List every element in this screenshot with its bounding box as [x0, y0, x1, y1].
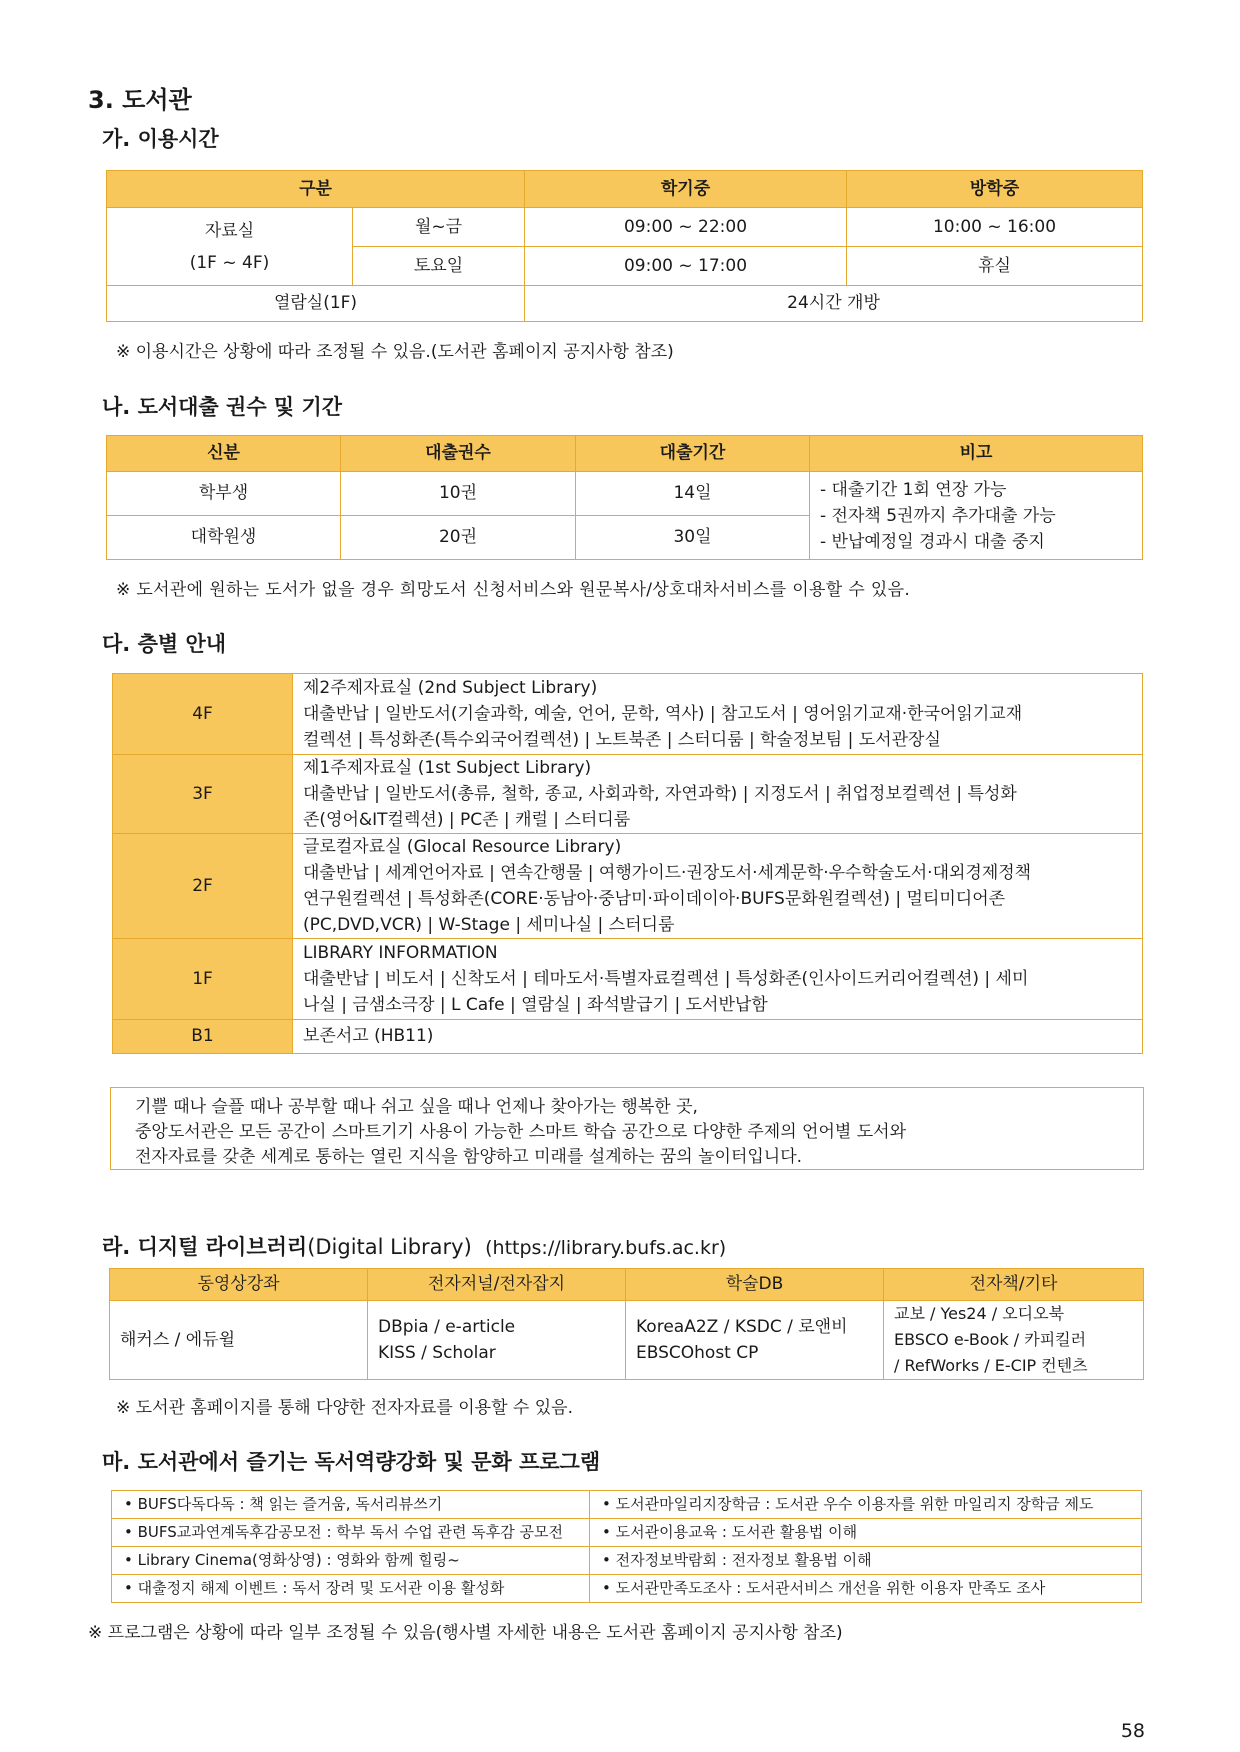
floors-table [112, 673, 1143, 1054]
loan-table [106, 435, 1143, 560]
saturday-label: 토요일 [353, 247, 525, 286]
digital-title-row [102, 1231, 726, 1261]
digital-video-services: 해커스 / 에듀윌 [110, 1301, 368, 1380]
hours-header-semester: 학기중 [525, 171, 847, 208]
digital-ebooks-line-2: EBSCO e-Book / 카피킬러 [894, 1330, 1087, 1349]
digital-journals-line-2: KISS / Scholar [378, 1343, 496, 1363]
hours-header-category: 구분 [107, 171, 525, 208]
loan-header-count: 대출권수 [341, 436, 576, 472]
floor-label-4f: 4F [113, 674, 293, 755]
digital-title-en: (Digital Library) [307, 1235, 472, 1259]
loan-period-grad: 30일 [576, 516, 810, 560]
floor-label-b1: B1 [113, 1020, 293, 1054]
floor-label-2f: 2F [113, 834, 293, 939]
floor-2f-line-2: 대출반납 | 세계언어자료 | 연속간행물 | 여행가이드·권장도서·세계문학·우수학술도서·대외경제정책 [303, 863, 1032, 883]
programs-note: ※ 프로그램은 상황에 따라 일부 조정될 수 있음(행사별 자세한 내용은 도서관 홈페이지 공지사항 참조) [88, 1623, 843, 1643]
floor-desc-b1 [293, 1020, 1143, 1054]
digital-db [626, 1301, 884, 1380]
floor-4f-line-1: 제2주제자료실 (2nd Subject Library) [303, 678, 598, 698]
floor-label-1f: 1F [113, 939, 293, 1020]
study-room-hours: 24시간 개방 [525, 286, 1143, 322]
digital-header-db: 학술DB [626, 1269, 884, 1301]
programs-table [111, 1490, 1142, 1603]
digital-header-video: 동영상강좌 [110, 1269, 368, 1301]
saturday-semester-hours: 09:00 ~ 17:00 [525, 247, 847, 286]
digital-header-journals: 전자저널/전자잡지 [368, 1269, 626, 1301]
loan-header-remarks: 비고 [810, 436, 1143, 472]
program-item: • 도서관마일리지장학금 : 도서관 우수 이용자를 위한 마일리지 장학금 제도 [590, 1491, 1142, 1519]
intro-line-2: 중앙도서관은 모든 공간이 스마트기기 사용이 가능한 스마트 학습 공간으로 다양한 주제의 언어별 도서와 [135, 1122, 906, 1142]
loan-count-grad: 20권 [341, 516, 576, 560]
floor-2f-line-4: (PC,DVD,VCR) | W-Stage | 세미나실 | 스터디룸 [303, 915, 675, 935]
intro-box [110, 1087, 1144, 1170]
reading-room-cell [107, 208, 353, 286]
floor-3f-line-3: 존(영어&IT컬렉션) | PC존 | 캐럴 | 스터디룸 [303, 810, 631, 830]
floor-b1-line-1: 보존서고 (HB11) [303, 1026, 434, 1047]
saturday-vacation-hours: 휴실 [847, 247, 1143, 286]
digital-title: 라. 디지털 라이브러리 [102, 1235, 308, 1259]
program-item: • 전자정보박람회 : 전자정보 활용법 이해 [590, 1547, 1142, 1575]
intro-line-1: 기쁠 때나 슬플 때나 공부할 때나 쉬고 싶을 때나 언제나 찾아가는 행복한 곳, [135, 1097, 698, 1117]
digital-ebooks-line-3: / RefWorks / E-CIP 컨텐츠 [894, 1356, 1088, 1375]
loan-note: ※ 도서관에 원하는 도서가 없을 경우 희망도서 신청서비스와 원문복사/상호대차서비스를 이용할 수 있음. [116, 580, 911, 600]
digital-db-line-1: KoreaA2Z / KSDC / 로앤비 [636, 1317, 848, 1337]
digital-ebooks-line-1: 교보 / Yes24 / 오디오북 [894, 1304, 1065, 1323]
program-item: • Library Cinema(영화상영) : 영화와 함께 힐링~ [112, 1547, 590, 1575]
program-item: • BUFS교과연계독후감공모전 : 학부 독서 수업 관련 독후감 공모전 [112, 1519, 590, 1547]
floor-label-3f: 3F [113, 755, 293, 834]
floor-desc-4f [293, 674, 1143, 755]
floor-1f-line-1: LIBRARY INFORMATION [303, 943, 498, 963]
weekday-vacation-hours: 10:00 ~ 16:00 [847, 208, 1143, 247]
program-item: • 도서관만족도조사 : 도서관서비스 개선을 위한 이용자 만족도 조사 [590, 1575, 1142, 1603]
weekday-semester-hours: 09:00 ~ 22:00 [525, 208, 847, 247]
digital-db-line-2: EBSCOhost CP [636, 1343, 759, 1363]
floor-4f-line-2: 대출반납 | 일반도서(기술과학, 예술, 언어, 문학, 역사) | 참고도서 | 영어읽기교재·한국어읽기교재 [303, 704, 1023, 724]
floor-desc-3f [293, 755, 1143, 834]
hours-header-vacation: 방학중 [847, 171, 1143, 208]
floor-4f-line-3: 컬렉션 | 특성화존(특수외국어컬렉션) | 노트북존 | 스터디룸 | 학술정보팀 | 도서관장실 [303, 730, 941, 750]
floor-2f-line-3: 연구원컬렉션 | 특성화존(CORE·동남아·중남미·파이데이아·BUFS문화원컬렉션) | 멀티미디어존 [303, 889, 1006, 909]
loan-title: 나. 도서대출 권수 및 기간 [102, 395, 343, 419]
program-item: • 대출정지 해제 이벤트 : 독서 장려 및 도서관 이용 활성화 [112, 1575, 590, 1603]
loan-status-grad: 대학원생 [107, 516, 341, 560]
page-number: 58 [1120, 1720, 1145, 1742]
digital-journals-line-1: DBpia / e-article [378, 1317, 516, 1337]
loan-header-period: 대출기간 [576, 436, 810, 472]
digital-ebooks [884, 1301, 1144, 1380]
floor-1f-line-3: 나실 | 금샘소극장 | L Cafe | 열람실 | 좌석발급기 | 도서반납함 [303, 995, 768, 1015]
digital-header-ebooks: 전자책/기타 [884, 1269, 1144, 1301]
digital-note: ※ 도서관 홈페이지를 통해 다양한 전자자료를 이용할 수 있음. [116, 1398, 574, 1418]
section-title: 3. 도서관 [88, 86, 192, 114]
floor-3f-line-2: 대출반납 | 일반도서(총류, 철학, 종교, 사회과학, 자연과학) | 지정도서 | 취업정보컬렉션 | 특성화 [303, 784, 1017, 804]
loan-period-undergrad: 14일 [576, 472, 810, 516]
loan-count-undergrad: 10권 [341, 472, 576, 516]
digital-journals [368, 1301, 626, 1380]
floor-3f-line-1: 제1주제자료실 (1st Subject Library) [303, 758, 592, 778]
hours-title: 가. 이용시간 [102, 127, 219, 151]
study-room-label: 열람실(1F) [107, 286, 525, 322]
digital-url-link[interactable]: (https://library.bufs.ac.kr) [485, 1237, 727, 1259]
floor-2f-line-1: 글로컬자료실 (Glocal Resource Library) [303, 837, 622, 857]
reading-room-label: 자료실 [204, 220, 255, 241]
loan-remark-1: - 대출기간 1회 연장 가능 [820, 479, 1007, 500]
hours-note: ※ 이용시간은 상황에 따라 조정될 수 있음.(도서관 홈페이지 공지사항 참조) [116, 342, 674, 362]
loan-header-status: 신분 [107, 436, 341, 472]
floors-title: 다. 층별 안내 [102, 632, 227, 656]
reading-room-floors: (1F ~ 4F) [189, 252, 270, 273]
weekday-label: 월~금 [353, 208, 525, 247]
floor-desc-1f [293, 939, 1143, 1020]
programs-title: 마. 도서관에서 즐기는 독서역량강화 및 문화 프로그램 [102, 1450, 601, 1474]
program-item: • BUFS다독다독 : 책 읽는 즐거움, 독서리뷰쓰기 [112, 1491, 590, 1519]
loan-remark-2: - 전자책 5권까지 추가대출 가능 [820, 505, 1056, 526]
floor-1f-line-2: 대출반납 | 비도서 | 신착도서 | 테마도서·특별자료컬렉션 | 특성화존(인사이드커리어컬렉션) | 세미 [303, 969, 1029, 989]
digital-table [109, 1268, 1144, 1380]
hours-table [106, 170, 1143, 322]
loan-remarks [810, 472, 1143, 560]
loan-status-undergrad: 학부생 [107, 472, 341, 516]
floor-desc-2f [293, 834, 1143, 939]
loan-remark-3: - 반납예정일 경과시 대출 중지 [820, 531, 1045, 552]
intro-line-3: 전자자료를 갖춘 세계로 통하는 열린 지식을 함양하고 미래를 설계하는 꿈의 놀이터입니다. [135, 1147, 803, 1167]
program-item: • 도서관이용교육 : 도서관 활용법 이해 [590, 1519, 1142, 1547]
